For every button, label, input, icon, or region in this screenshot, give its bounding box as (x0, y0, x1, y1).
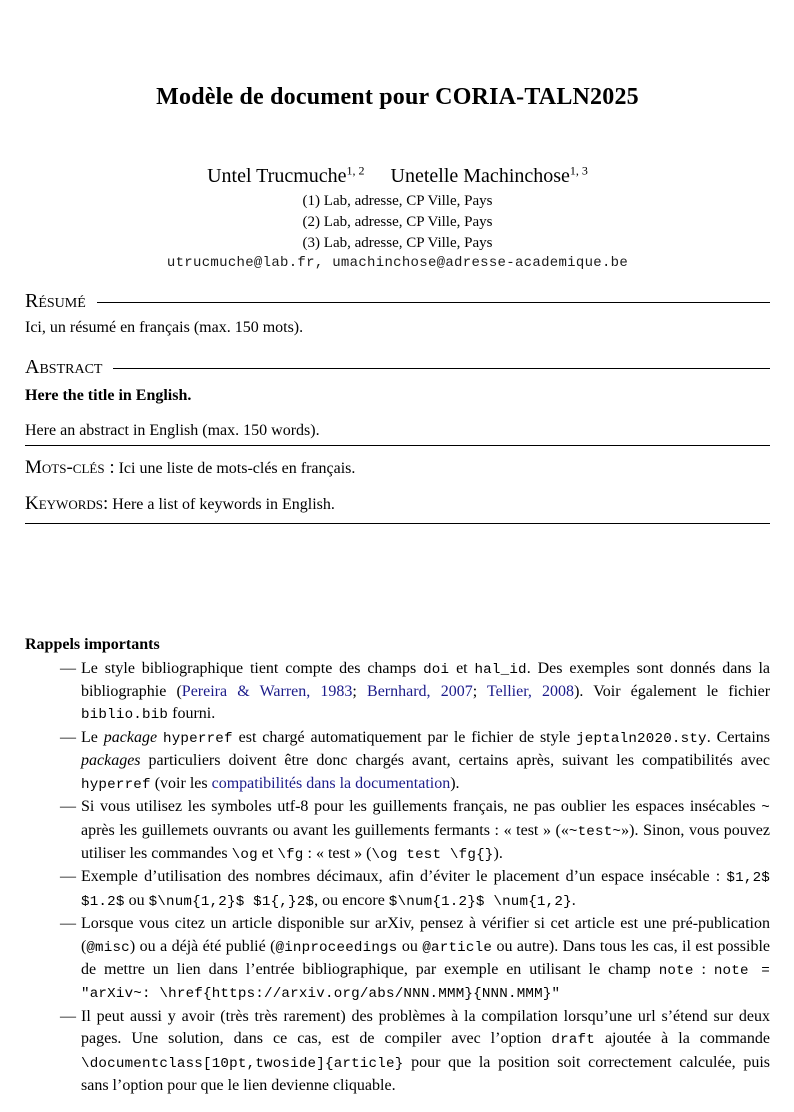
text-run: Le style bibliographique tient compte des champs (81, 659, 424, 677)
code-inline: draft (551, 1032, 595, 1049)
resume-heading (25, 288, 770, 314)
citation-link[interactable]: Tellier, 2008 (487, 683, 575, 701)
email-line: utrucmuche@lab.fr, umachinchose@adresse-academique.be (166, 254, 629, 271)
code-inline: \fg (277, 846, 304, 863)
abstract-rule (113, 368, 770, 369)
code-inline: \og (231, 846, 258, 863)
text-run: et (257, 844, 278, 862)
text-run: est chargé automatiquement par le fichier de style (232, 728, 577, 746)
motscles-row (25, 455, 770, 482)
author-name: Unetelle Machinchose (390, 164, 570, 187)
text-run: pour que la position soit correctement calculée, puis sans l’option pour que le lien devienne cliquable. (81, 1053, 770, 1094)
code-inline: $\num{1.2}$ \num{1,2} (388, 893, 572, 910)
text-run: ou (124, 891, 149, 909)
text-run: ). (493, 844, 503, 862)
keywords-bottom-rule (25, 523, 770, 524)
text-run: ou (397, 937, 423, 955)
motscles-label: Mots-clés : (25, 456, 115, 478)
text-run: Si vous utilisez les symboles utf-8 pour les guillements français, ne pas oublier les espaces insécables (81, 798, 762, 816)
keywords-row (25, 491, 770, 518)
list-item (25, 1006, 770, 1098)
citation-link[interactable]: Bernhard, 2007 (367, 683, 473, 701)
resume-label: Résumé (25, 289, 86, 312)
abstract-bottom-rule (25, 445, 770, 446)
text-run: (voir les (150, 774, 212, 792)
code-inline: \og test \fg{} (371, 846, 494, 863)
text-run: : (693, 960, 714, 978)
code-inline: \documentclass[10pt,twoside]{article} (81, 1055, 404, 1072)
text-run: ) ou a déjà été publié ( (129, 937, 276, 955)
text-run: fourni. (168, 705, 216, 723)
code-inline: $1,2$ $1.2$ (81, 870, 770, 910)
page-title: Modèle de document pour CORIA-TALN2025 (156, 84, 639, 110)
text-run: . Des exemples sont donnés dans la bibliographie ( (81, 659, 771, 701)
code-inline: jeptaln2020.sty (576, 730, 707, 747)
reminders-list (25, 658, 770, 1098)
author-superscript: 1, 2 (346, 163, 365, 177)
code-inline: ~test~ (568, 823, 622, 840)
code-inline: note (658, 962, 694, 979)
abstract-label: Abstract (25, 355, 103, 378)
affiliations-block (25, 191, 770, 254)
author-superscript: 1, 3 (569, 163, 588, 177)
italic-text: packages (81, 752, 141, 770)
code-inline: note = "arXiv~: \href{https://arxiv.org/abs/NNN.MMM}{NNN.MMM}" (81, 962, 770, 1003)
text-run: ajoutée à la commande (594, 1030, 770, 1048)
code-inline: doi (423, 661, 450, 678)
affiliation-line: (1) Lab, adresse, CP Ville, Pays (302, 192, 493, 209)
resume-text: Ici, un résumé en français (max. 150 mots). (25, 318, 304, 336)
text-run: Lorsque vous citez un article disponible sur arXiv, pensez à vérifier si cet article est une pré-publication ( (81, 915, 770, 955)
code-inline: hyperref (81, 776, 151, 793)
motscles-text: Ici une liste de mots-clés en français. (118, 459, 356, 477)
list-item (25, 658, 770, 727)
text-run: Il peut aussi y avoir (très très rarement) des problèmes à la compilation lorsqu’une url s’étend sur deux pages. Une solution, dans ce cas, est de compiler avec l’option (81, 1007, 770, 1048)
affiliation-line: (2) Lab, adresse, CP Ville, Pays (302, 213, 493, 230)
text-run: , ou encore (314, 891, 389, 909)
code-inline: @inproceedings (275, 939, 398, 956)
keywords-text: Here a list of keywords in English. (112, 495, 335, 513)
abstract-text: Here an abstract in English (max. 150 words). (25, 421, 320, 439)
citation-link[interactable]: Pereira & Warren, 1983 (181, 683, 353, 701)
text-run: ; (472, 683, 488, 701)
code-inline: @article (422, 939, 493, 956)
code-inline: biblio.bib (81, 707, 169, 724)
author-name: Untel Trucmuche (207, 164, 347, 187)
keywords-label: Keywords: (25, 492, 109, 514)
author (391, 165, 588, 187)
english-title: Here the title in English. (25, 386, 192, 404)
text-run: ; (352, 683, 368, 701)
code-inline: ~ (761, 800, 770, 817)
italic-text: package (103, 728, 158, 746)
code-inline: hyperref (163, 730, 233, 747)
doc-link[interactable]: compatibilités dans la documentation (211, 774, 451, 792)
text-run: »). Sinon, vous pouvez utiliser les commandes (81, 821, 770, 862)
text-run: ou autre). Dans tous les cas, il est possible de mettre un lien dans l’entrée bibliographique, par exemple en utilisant le champ (81, 937, 771, 978)
list-item (25, 866, 770, 913)
text-run: . (571, 891, 576, 909)
text-run: Le (81, 728, 104, 746)
list-item (25, 727, 770, 796)
text-run: et (449, 659, 475, 677)
code-inline: @misc (86, 939, 130, 956)
text-run: après les guillemets ouvrants ou avant les guillements fermants : « test » (« (81, 821, 569, 839)
code-inline: $\num{1,2}$ $1{,}2$ (148, 893, 315, 910)
list-item (25, 796, 770, 866)
text-run: ). Voir également le fichier (574, 683, 771, 701)
text-run: Exemple d’utilisation des nombres décimaux, afin d’éviter le placement d’un espace insécable : (81, 868, 727, 886)
text-run: ). (450, 774, 460, 792)
text-run: particuliers doivent être donc chargés avant, certains après, suivant les compatibilités avec (140, 752, 770, 770)
reminders-heading: Rappels importants (25, 635, 160, 653)
abstract-heading (25, 354, 770, 380)
code-inline: hal_id (474, 661, 527, 678)
resume-rule (97, 302, 770, 303)
author (207, 165, 364, 187)
list-item (25, 913, 770, 1006)
text-run: : « test » ( (303, 844, 372, 862)
text-run: . Certains (706, 728, 771, 746)
authors-line (25, 158, 770, 188)
affiliation-line: (3) Lab, adresse, CP Ville, Pays (302, 234, 493, 251)
